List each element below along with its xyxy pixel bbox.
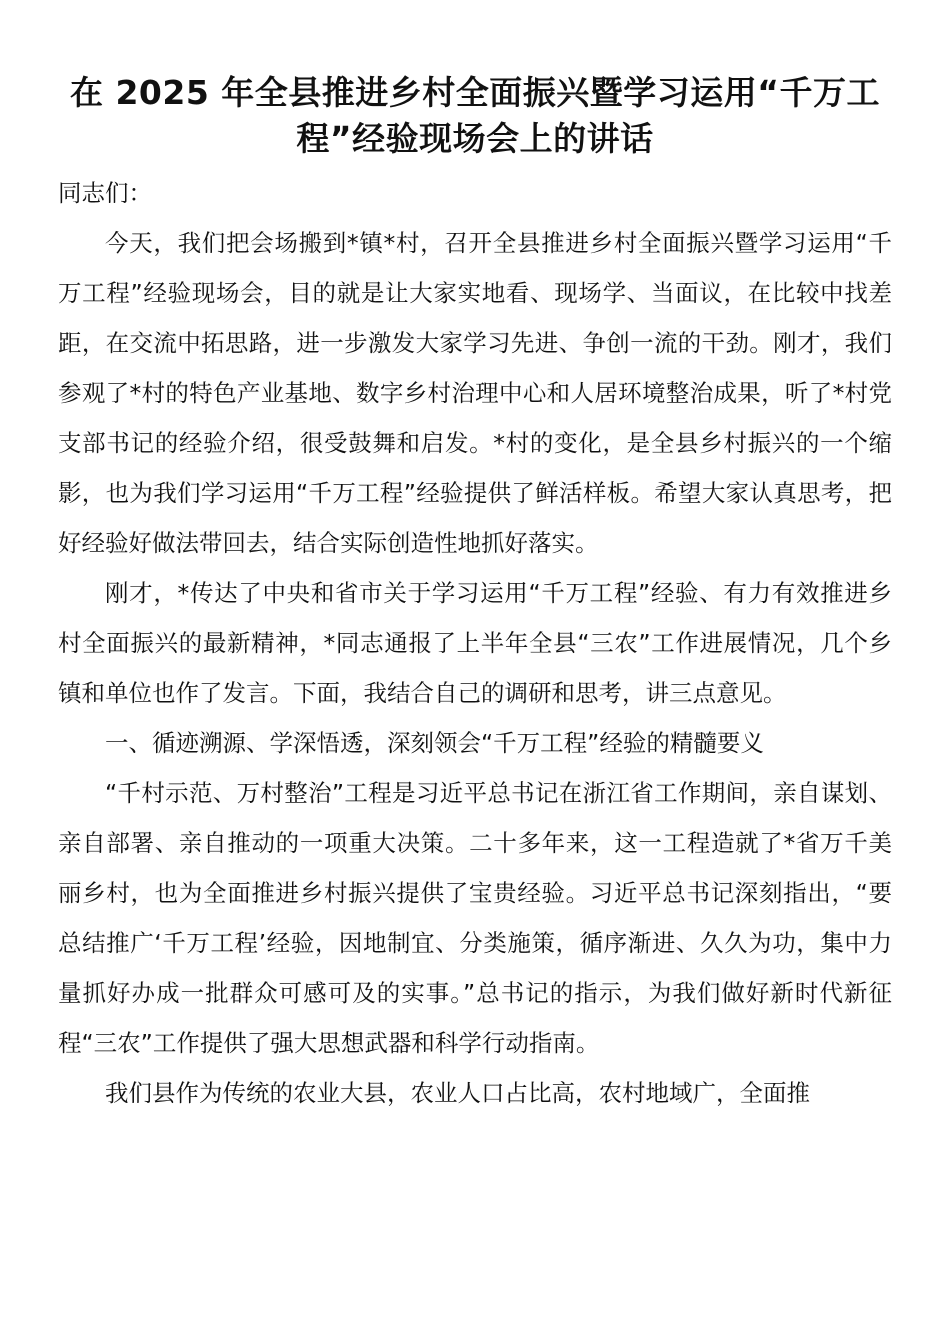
paragraph: 今天，我们把会场搬到*镇*村，召开全县推进乡村全面振兴暨学习运用“千万工程”经验现场会，目的就是让大家实地看、现场学、当面议，在比较中找差距，在交流中拓思路，进一步激发大家学习先进、争创一流的干劲。刚才，我们参观了*村的特色产业基地、数字乡村治理中心和人居环境整治成果，听了*村党支部书记的经验介绍，很受鼓舞和启发。*村的变化，是全县乡村振兴的一个缩影，也为我们学习运用“千万工程”经验提供了鲜活样板。希望大家认真思考，把好经验好做法带回去，结合实际创造性地抓好落实。: [58, 229, 892, 557]
paragraph: 我们县作为传统的农业大县，农业人口占比高，农村地域广，全面推: [105, 1079, 810, 1107]
section-heading: 一、循迹溯源、学深悟透，深刻领会“千万工程”经验的精髓要义: [105, 729, 764, 757]
paragraph: 刚才，*传达了中央和省市关于学习运用“千万工程”经验、有力有效推进乡村全面振兴的最新精神，*同志通报了上半年全县“三农”工作进展情况，几个乡镇和单位也作了发言。下面，我结合自己的调研和思考，讲三点意见。: [58, 579, 892, 707]
salutation: 同志们：: [58, 179, 152, 207]
document-title: 在 2025 年全县推进乡村全面振兴暨学习运用“千万工程”经验现场会上的讲话: [69, 73, 880, 158]
paragraph: “千村示范、万村整治”工程是习近平总书记在浙江省工作期间，亲自谋划、亲自部署、亲自推动的一项重大决策。二十多年来，这一工程造就了*省万千美丽乡村，也为全面推进乡村振兴提供了宝贵经验。习近平总书记深刻指出，“要总结推广‘千万工程’经验，因地制宜、分类施策，循序渐进、久久为功，集中力量抓好办成一批群众可感可及的实事。”总书记的指示，为我们做好新时代新征程“三农”工作提供了强大思想武器和科学行动指南。: [58, 779, 892, 1057]
document-body: [58, 168, 892, 1118]
